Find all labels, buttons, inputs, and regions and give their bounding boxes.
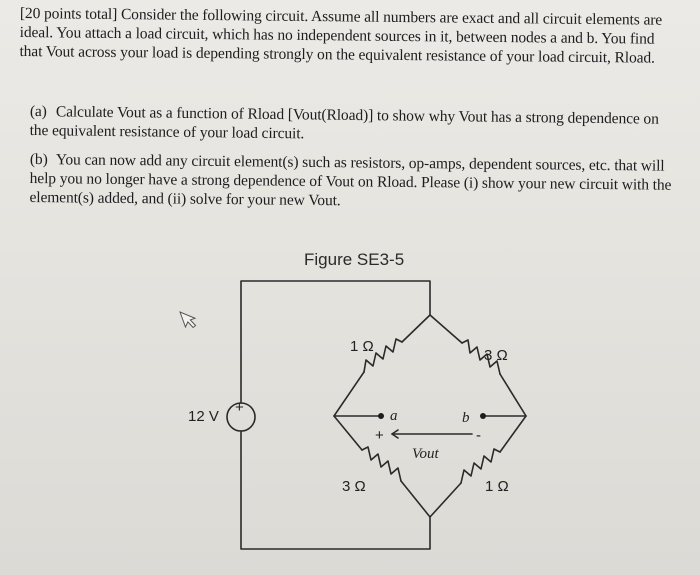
wire-top-right: [430, 315, 462, 343]
part-b-text: You can now add any circuit element(s) such as resistors, op-amps, dependent sources, etc. that will help you no longer have a strong dependence of Vout on Rload. Please (i) show your new circuit with the element(s) added, and (ii) solve for your new Vout.: [29, 151, 672, 210]
resistor-bottom-left: [362, 447, 401, 481]
wire-bottom-left: [334, 416, 362, 450]
source-label: 12 V: [188, 408, 219, 425]
part-b-label: (b): [29, 150, 48, 169]
mouse-pointer-icon: [180, 308, 198, 330]
label-r-top-right: 3 Ω: [484, 347, 508, 364]
wire-bottom-right-2: [430, 483, 461, 517]
node-b-dot: [480, 413, 486, 419]
vout-plus: +: [375, 427, 384, 444]
figure-caption: Figure SE3-5: [304, 250, 405, 269]
wire-outer-bottom: [241, 431, 430, 549]
label-r-top-left: 1 Ω: [350, 338, 374, 355]
node-a-label: a: [390, 408, 398, 424]
node-a-dot: [378, 413, 384, 419]
wire-top-left-2: [334, 372, 364, 416]
node-b-label: b: [462, 410, 470, 426]
label-r-bottom-left: 3 Ω: [342, 478, 366, 495]
wire-top-right-2: [500, 374, 526, 416]
part-a-label: (a): [29, 102, 47, 121]
wire-bottom-left-2: [401, 481, 430, 517]
vout-label: Vout: [412, 446, 439, 462]
source-plus: +: [235, 399, 244, 416]
part-a-text: Calculate Vout as a function of Rload [Vout(Rload)] to show why Vout has a strong dependence on the equivalent resistance of your load circuit.: [29, 103, 659, 143]
problem-intro: [20 points total] Consider the following circuit. Assume all numbers are exact and all circuit elements are ideal. You attach a load circuit, which has no independent sources in it, between nodes a and b. You find that Vout across your load is depending strongly on the equivalent resistance of your load circuit, Rload.: [19, 4, 663, 67]
wire-bottom-right: [500, 416, 526, 452]
label-r-bottom-right: 1 Ω: [485, 478, 509, 495]
wire-top-left: [402, 315, 430, 342]
vout-minus: -: [476, 427, 481, 444]
